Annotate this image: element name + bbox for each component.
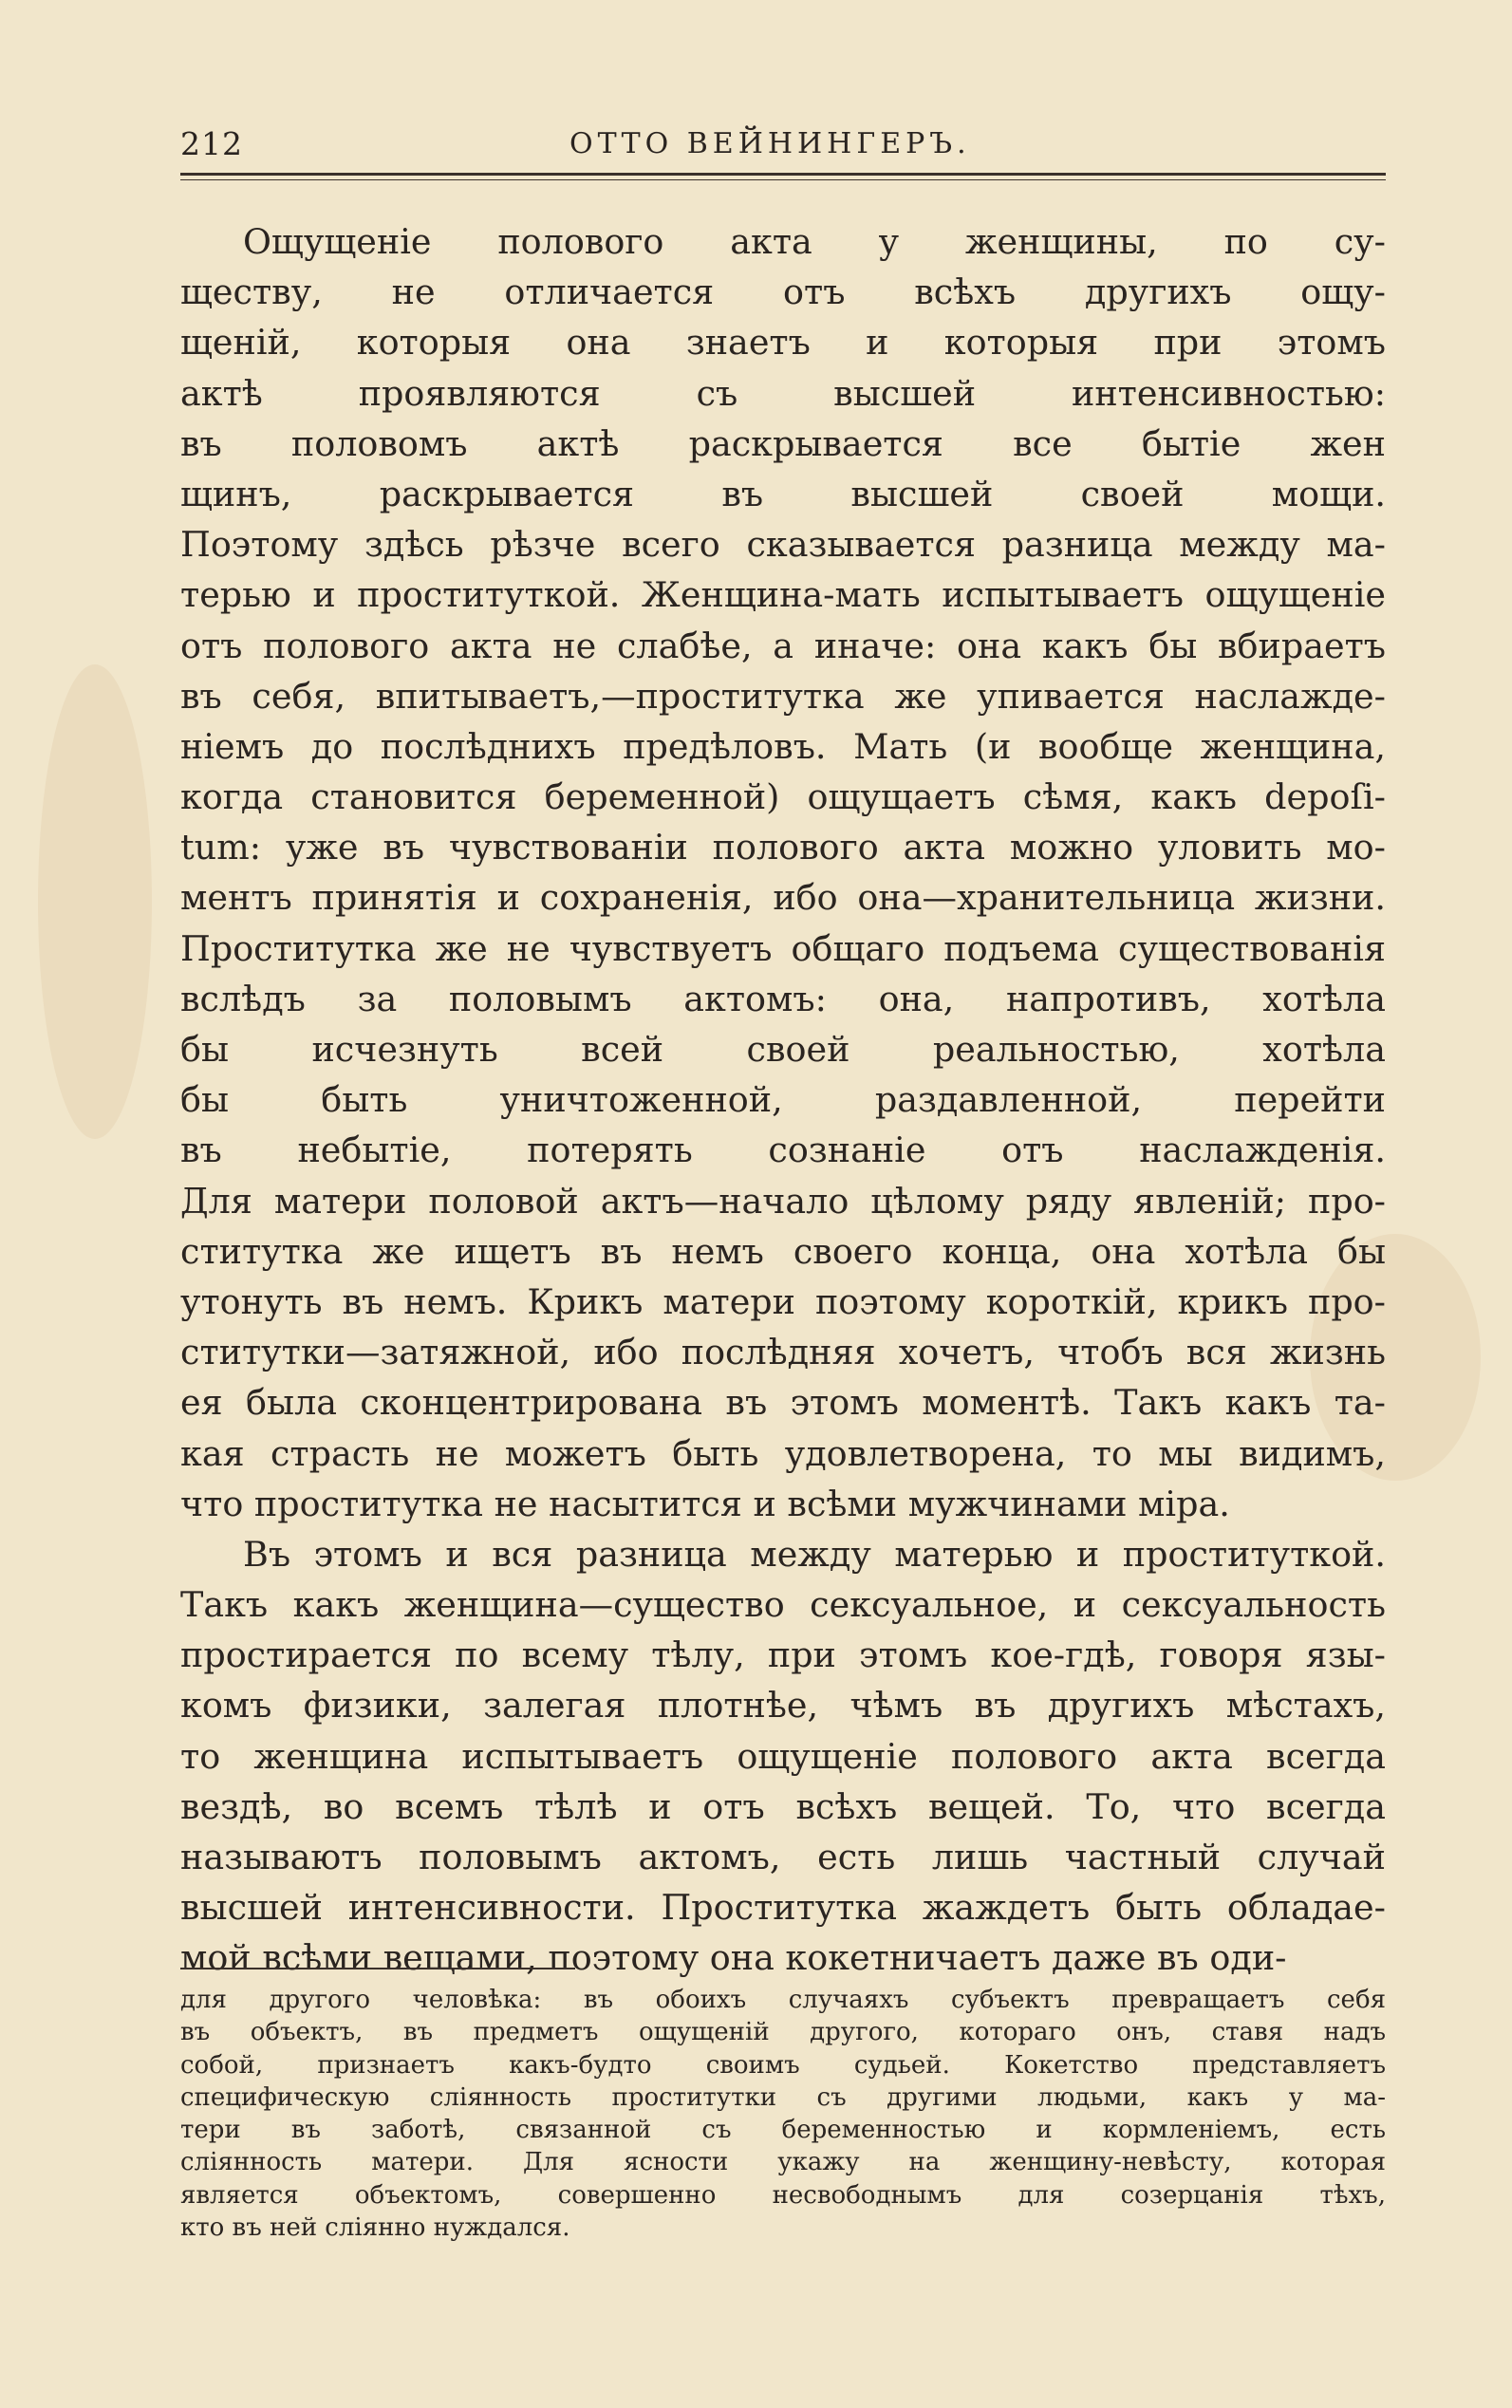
text-line: когда становится беременной) ощущаетъ сѣмя, какъ depoſi-	[180, 776, 1386, 818]
text-line: ститутка же ищетъ въ немъ своего конца, она хотѣла бы	[180, 1230, 1386, 1272]
text-line: ея была сконцентрирована въ этомъ моментѣ. Такъ какъ та-	[180, 1382, 1386, 1424]
text-line: Для матери половой актъ—начало цѣлому ряду явленій; про-	[180, 1180, 1386, 1222]
footnote-line: слiянность матери. Для ясности укажу на женщину-невѣсту, которая	[180, 2148, 1386, 2177]
footnote-line: тери въ заботѣ, связанной съ беременностью и кормленіемъ, есть	[180, 2116, 1386, 2145]
text-line: кая страсть не можетъ быть удовлетворена, то мы видимъ,	[180, 1432, 1386, 1474]
text-line: Проститутка же не чувствуетъ общаго подъема существованія	[180, 927, 1386, 969]
text-line: то женщина испытываетъ ощущеніе полового акта всегда	[180, 1735, 1386, 1777]
text-line: щинъ, раскрывается въ высшей своей мощи.	[180, 473, 1386, 514]
text-line: простирается по всему тѣлу, при этомъ кое-гдѣ, говоря язы-	[180, 1634, 1386, 1676]
text-line: что проститутка не насытится и всѣми мужчинами міра.	[180, 1483, 1230, 1524]
text-line: вслѣдъ за половымъ актомъ: она, напротивъ, хотѣла	[180, 978, 1386, 1019]
text-line: Поэтому здѣсь рѣзче всего сказывается разница между ма-	[180, 524, 1386, 566]
footnote-line: собой, признаетъ какъ-будто своимъ судьей. Кокетство представляетъ	[180, 2050, 1386, 2080]
text-line: въ половомъ актѣ раскрывается все бытіе жен	[180, 422, 1386, 464]
text-line: въ небытіе, потерять сознаніе отъ наслажденія.	[180, 1129, 1386, 1171]
text-line: мой всѣми вещами, поэтому она кокетничаетъ даже въ оди-	[180, 1937, 1287, 1979]
text-line: въ себя, впитываетъ,—проститутка же упивается наслажде-	[180, 675, 1386, 717]
paper-stain	[38, 664, 152, 1139]
page-number: 212	[180, 125, 243, 162]
footnote-line: кто въ ней слiянно нуждался.	[180, 2213, 570, 2243]
text-line: Въ этомъ и вся разница между матерью и проституткой.	[243, 1533, 1386, 1575]
footnote-line: для другого человѣка: въ обоихъ случаяхъ субъектъ превращаетъ себя	[180, 1986, 1386, 2014]
text-line: щеній, которыя она знаетъ и которыя при этомъ	[180, 322, 1386, 364]
text-line: Ощущеніе полового акта у женщины, по су-	[243, 221, 1386, 262]
text-line: tum: уже въ чувствованіи полового акта можно уловить мо-	[180, 827, 1386, 868]
text-line: комъ физики, залегая плотнѣе, чѣмъ въ другихъ мѣстахъ,	[180, 1685, 1386, 1727]
text-line: утонуть въ немъ. Крикъ матери поэтому короткій, крикъ про-	[180, 1280, 1386, 1322]
text-line: ніемъ до послѣднихъ предѣловъ. Мать (и вообще женщина,	[180, 725, 1386, 767]
text-line: высшей интенсивности. Проститутка жаждетъ быть обладае-	[180, 1887, 1386, 1929]
main-text	[180, 216, 1386, 1984]
text-line: называютъ половымъ актомъ, есть лишь частный случай	[180, 1837, 1386, 1877]
text-line: терью и проституткой. Женщина-мать испытываетъ ощущеніе	[180, 574, 1386, 616]
header-rule	[180, 173, 1386, 180]
running-head: ОТТО ВЕЙНИНГЕРЪ.	[569, 127, 971, 160]
text-line: Такъ какъ женщина—существо сексуальное, и сексуальность	[180, 1584, 1386, 1626]
footnote	[180, 1984, 1386, 2244]
footnote-line: является объектомъ, совершенно несвободнымъ для созерцанія тѣхъ,	[180, 2180, 1386, 2210]
text-line: ществу, не отличается отъ всѣхъ другихъ ощу-	[180, 271, 1386, 313]
text-line: ментъ принятія и сохраненія, ибо она—хранительница жизни.	[180, 877, 1386, 919]
footnote-line: специфическую слiянность проститутки съ другими людьми, какъ у ма-	[180, 2082, 1386, 2112]
text-line: ститутки—затяжной, ибо послѣдняя хочетъ, чтобъ вся жизнь	[180, 1332, 1386, 1373]
footnote-rule	[180, 1968, 575, 1969]
page-header	[180, 125, 1386, 173]
text-line: бы исчезнуть всей своей реальностью, хотѣла	[180, 1029, 1386, 1070]
text-line: вездѣ, во всемъ тѣлѣ и отъ всѣхъ вещей. То, что всегда	[180, 1785, 1386, 1827]
text-line: актѣ проявляются съ высшей интенсивностью:	[180, 372, 1386, 414]
footnote-line: въ объектъ, въ предметъ ощущеній другого, котораго онъ, ставя надъ	[180, 2018, 1386, 2047]
text-line: бы быть уничтоженной, раздавленной, перейти	[180, 1079, 1386, 1121]
text-line: отъ полового акта не слабѣе, а иначе: она какъ бы вбираетъ	[180, 625, 1386, 666]
